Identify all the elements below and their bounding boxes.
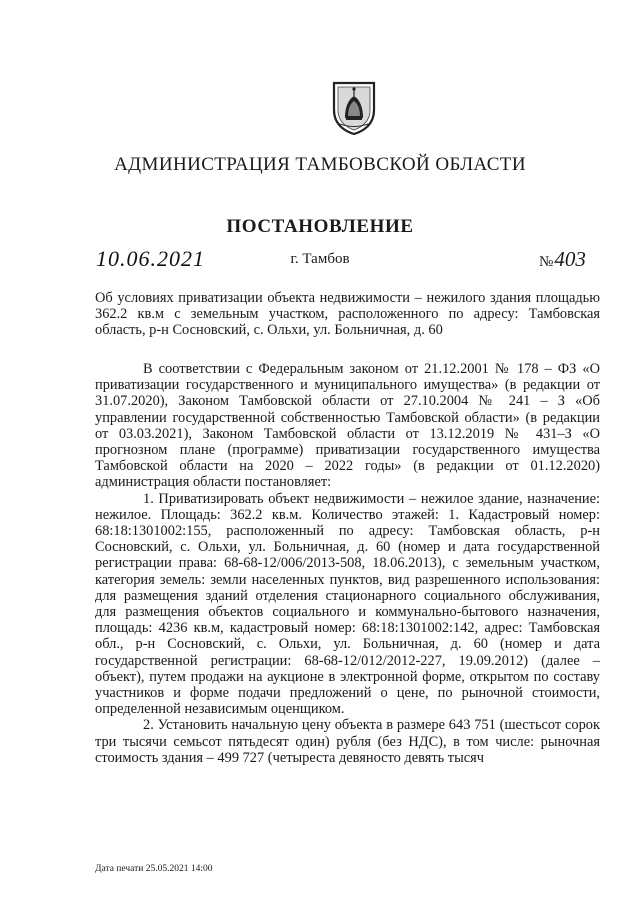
number-value: 403 bbox=[554, 247, 586, 271]
item-2-paragraph: 2. Установить начальную цену объекта в размере 643 751 (шестьсот сорок три тысячи семьсот пятьдесят один) рубля (без НДС), в том числе: рыночная стоимость здания – 499 727 (четыреста девяносто девять тысяч bbox=[95, 717, 600, 766]
coat-of-arms-icon bbox=[331, 80, 377, 135]
number-sign: № bbox=[539, 254, 554, 270]
document-number bbox=[539, 247, 586, 272]
document-body bbox=[95, 361, 600, 766]
print-date-footer: Дата печати 25.05.2021 14:00 bbox=[95, 864, 213, 874]
organization-title: АДМИНИСТРАЦИЯ ТАМБОВСКОЙ ОБЛАСТИ bbox=[114, 154, 526, 175]
document-type-title: ПОСТАНОВЛЕНИЕ bbox=[226, 216, 414, 237]
preamble-paragraph: В соответствии с Федеральным законом от 21.12.2001 № 178 – ФЗ «О приватизации государственного и муниципального имущества» (в редакции от 31.07.2020), Законом Тамбовской области от 27.10.2004 № 241 – З «Об управлении государственной собственностью Тамбовской области» (в редакции от 03.03.2021), Законом Тамбовской области от 13.12.2019 № 431–З «О прогнозном плане (программе) приватизации государственного имущества Тамбовской области на 2020 – 2022 годы» (в редакции от 01.12.2020) администрация области постановляет: bbox=[95, 361, 600, 491]
document-city: г. Тамбов bbox=[290, 251, 350, 267]
document-date: 10.06.2021 bbox=[96, 246, 205, 271]
document-subject bbox=[95, 291, 600, 338]
subject-text: Об условиях приватизации объекта недвижимости – нежилого здания площадью 362.2 кв.м с земельным участком, расположенного по адресу: Тамбовская область, р-н Сосновский, с. Ольхи, ул. Больничная, д. 60 bbox=[95, 290, 600, 338]
item-1-paragraph: 1. Приватизировать объект недвижимости – нежилое здание, назначение: нежилое. Площадь: 362.2 кв.м. Количество этажей: 1. Кадастровый номер: 68:18:1301002:155, расположенный по адресу: Тамбовская область, р-н Сосновский, с. Ольхи, ул. Больничная, д. 60 (номер и дата государственной регистрации права: 68-68-12/006/2013-508, 18.06.2013), с земельным участком, категория земель: земли населенных пунктов, вид разрешенного использования: для размещения зданий отделения стационарного социального обслуживания, для размещения объектов социального и коммунально-бытового назначения, площадь: 4236 кв.м, кадастровый номер: 68:18:1301002:142, адрес: Тамбовская обл., р-н Сосновский, с. Ольхи, ул. Больничная, д. 60 (номер и дата государственной регистрации: 68-68-12/012/2012-227, 19.09.2012) (далее – объект), путем продажи на аукционе в электронной форме, открытом по составу участников и форме подачи предложений о цене, по рыночной стоимости, определенной независимым оценщиком. bbox=[95, 490, 600, 718]
